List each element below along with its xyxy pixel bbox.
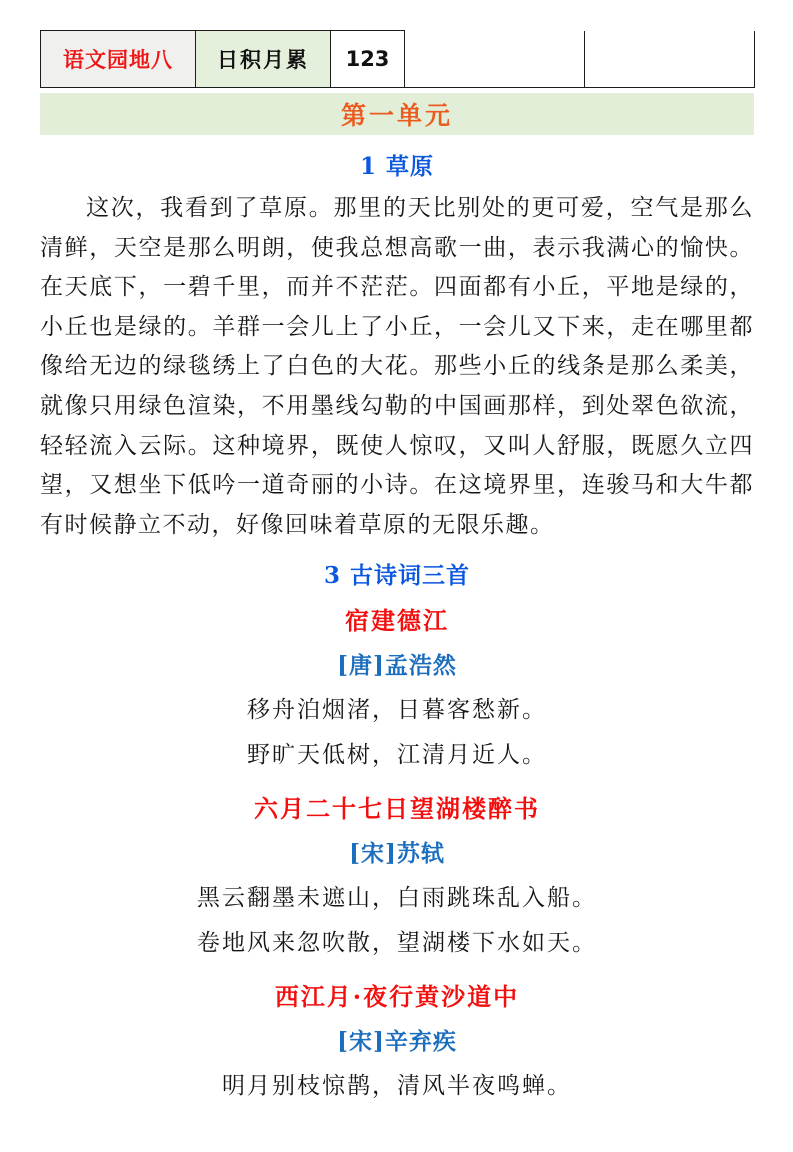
header-cell-extra-1: [405, 31, 585, 88]
poem-line: 黑云翻墨未遮山，白雨跳珠乱入船。: [197, 885, 597, 912]
poem-line: 移舟泊烟渚，日暮客愁新。: [247, 697, 547, 724]
poem-author: [唐]孟浩然: [337, 652, 457, 680]
unit-banner-title: 第一单元: [340, 101, 453, 130]
poem-title: 六月二十七日望湖楼醉书: [254, 794, 540, 824]
poem-xijiangyue: [40, 974, 754, 1109]
poem-title: 宿建德江: [345, 606, 449, 636]
header-row: [41, 31, 755, 88]
lesson-1-paragraph: 这次，我看到了草原。那里的天比别处的更可爱，空气是那么清鲜，天空是那么明朗，使我总想高歌一曲，表示我满心的愉快。在天底下，一碧千里，而并不茫茫。四面都有小丘，平地是绿的，小丘也是绿的。羊群一会儿上了小丘，一会儿又下来，走在哪里都像给无边的绿毯绣上了白色的大花。那些小丘的线条是那么柔美，就像只用绿色渲染，不用墨线勾勒的中国画那样，到处翠色欲流，轻轻流入云际。这种境界，既使人惊叹，又叫人舒服，既愿久立四望，又想坐下低吟一道奇丽的小诗。在这境界里，连骏马和大牛都有时候静立不动，好像回味着草原的无限乐趣。: [40, 195, 754, 538]
poem-author: [宋]苏轼: [349, 840, 445, 868]
header-cell-page-number: 123: [331, 31, 405, 88]
poem-wanghulou-zuishu: [40, 786, 754, 966]
poem-su-jiandejiang: [40, 598, 754, 778]
document-page: [40, 30, 754, 1109]
lesson-3-title: 3 古诗词三首: [323, 562, 470, 590]
unit-banner: [40, 93, 754, 135]
poem-title: 西江月·夜行黄沙道中: [274, 982, 520, 1012]
poem-line: 野旷天低树，江清月近人。: [247, 742, 547, 769]
poem-line: 卷地风来忽吹散，望湖楼下水如天。: [197, 930, 597, 957]
header-cell-unit: 语文园地八: [41, 31, 196, 88]
header-cell-category: 日积月累: [196, 31, 331, 88]
lesson-1-title: 1 草原: [359, 153, 434, 180]
header-table: [40, 30, 755, 88]
poem-line: 明月别枝惊鹊，清风半夜鸣蝉。: [222, 1073, 572, 1100]
header-cell-extra-2: [585, 31, 755, 88]
poem-author: [宋]辛弃疾: [337, 1028, 457, 1056]
